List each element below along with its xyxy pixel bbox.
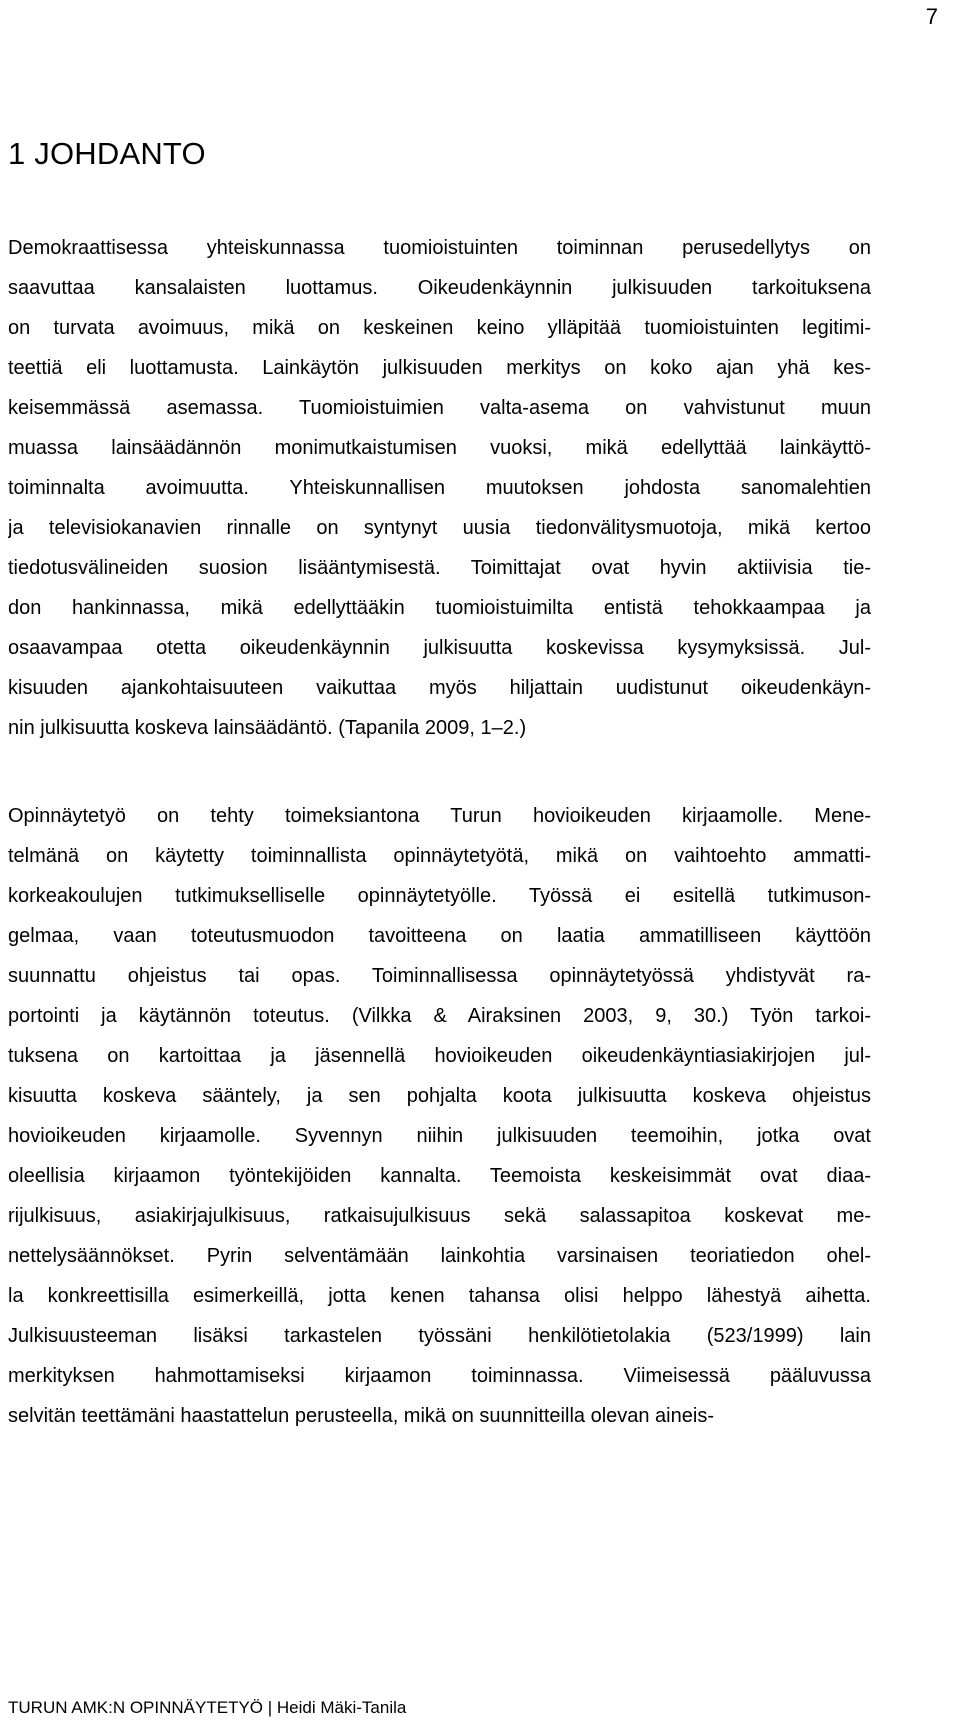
text-line: suunnattu ohjeistus tai opas. Toiminnallisessa opinnäytetyössä yhdistyvät ra- bbox=[8, 965, 871, 987]
text-line: gelmaa, vaan toteutusmuodon tavoitteena on laatia ammatilliseen käyttöön bbox=[8, 925, 871, 947]
chapter-title: 1 JOHDANTO bbox=[8, 136, 206, 171]
text-line: keisemmässä asemassa. Tuomioistuimien valta-asema on vahvistunut muun bbox=[8, 397, 871, 419]
text-line: kisuutta koskeva sääntely, ja sen pohjalta koota julkisuutta koskeva ohjeistus bbox=[8, 1085, 871, 1107]
text-line: rijulkisuus, asiakirjajulkisuus, ratkaisujulkisuus sekä salassapitoa koskevat me- bbox=[8, 1205, 871, 1227]
text-line: ja televisiokanavien rinnalle on syntynyt uusia tiedonvälitysmuotoja, mikä kertoo bbox=[8, 517, 871, 539]
text-line: oleellisia kirjaamon työntekijöiden kannalta. Teemoista keskeisimmät ovat diaa- bbox=[8, 1165, 871, 1187]
page-footer: TURUN AMK:N OPINNÄYTETYÖ | Heidi Mäki-Tanila bbox=[8, 1698, 407, 1717]
text-line: muassa lainsäädännön monimutkaistumisen vuoksi, mikä edellyttää lainkäyttö- bbox=[8, 437, 871, 459]
text-line: portointi ja käytännön toteutus. (Vilkka & Airaksinen 2003, 9, 30.) Työn tarkoi- bbox=[8, 1005, 871, 1027]
paragraph-introduction bbox=[8, 228, 871, 748]
text-line: don hankinnassa, mikä edellyttääkin tuomioistuimilta entistä tehokkaampaa ja bbox=[8, 597, 871, 619]
text-line: Demokraattisessa yhteiskunnassa tuomioistuinten toiminnan perusedellytys on bbox=[8, 237, 871, 259]
text-line: teettiä eli luottamusta. Lainkäytön julkisuuden merkitys on koko ajan yhä kes- bbox=[8, 357, 871, 379]
text-line: toiminnalta avoimuutta. Yhteiskunnallisen muutoksen johdosta sanomalehtien bbox=[8, 477, 871, 499]
text-line: kisuuden ajankohtaisuuteen vaikuttaa myös hiljattain uudistunut oikeudenkäyn- bbox=[8, 677, 871, 699]
text-line: korkeakoulujen tutkimukselliselle opinnäytetyölle. Työssä ei esitellä tutkimuson- bbox=[8, 885, 871, 907]
paragraph-thesis-description bbox=[8, 796, 871, 1436]
text-line: nettelysäännökset. Pyrin selventämään lainkohtia varsinaisen teoriatiedon ohel- bbox=[8, 1245, 871, 1267]
text-line: merkityksen hahmottamiseksi kirjaamon toiminnassa. Viimeisessä pääluvussa bbox=[8, 1365, 871, 1387]
text-line: hovioikeuden kirjaamolle. Syvennyn niihin julkisuuden teemoihin, jotka ovat bbox=[8, 1125, 871, 1147]
text-line: nin julkisuutta koskeva lainsäädäntö. (Tapanila 2009, 1–2.) bbox=[8, 717, 527, 739]
text-line: selvitän teettämäni haastattelun perusteella, mikä on suunnitteilla olevan aineis- bbox=[8, 1405, 714, 1427]
page-number: 7 bbox=[925, 4, 938, 29]
text-line: on turvata avoimuus, mikä on keskeinen keino ylläpitää tuomioistuinten legitimi- bbox=[8, 317, 871, 339]
text-line: saavuttaa kansalaisten luottamus. Oikeudenkäynnin julkisuuden tarkoituksena bbox=[8, 277, 871, 299]
text-line: Opinnäytetyö on tehty toimeksiantona Turun hovioikeuden kirjaamolle. Mene- bbox=[8, 805, 871, 827]
text-line: tiedotusvälineiden suosion lisääntymisestä. Toimittajat ovat hyvin aktiivisia tie- bbox=[8, 557, 871, 579]
text-line: Julkisuusteeman lisäksi tarkastelen työssäni henkilötietolakia (523/1999) lain bbox=[8, 1325, 871, 1347]
text-line: telmänä on käytetty toiminnallista opinnäytetyötä, mikä on vaihtoehto ammatti- bbox=[8, 845, 871, 867]
text-line: osaavampaa otetta oikeudenkäynnin julkisuutta koskevissa kysymyksissä. Jul- bbox=[8, 637, 871, 659]
text-line: la konkreettisilla esimerkeillä, jotta kenen tahansa olisi helppo lähestyä aihetta. bbox=[8, 1285, 871, 1307]
text-line: tuksena on kartoittaa ja jäsennellä hovioikeuden oikeudenkäyntiasiakirjojen jul- bbox=[8, 1045, 871, 1067]
